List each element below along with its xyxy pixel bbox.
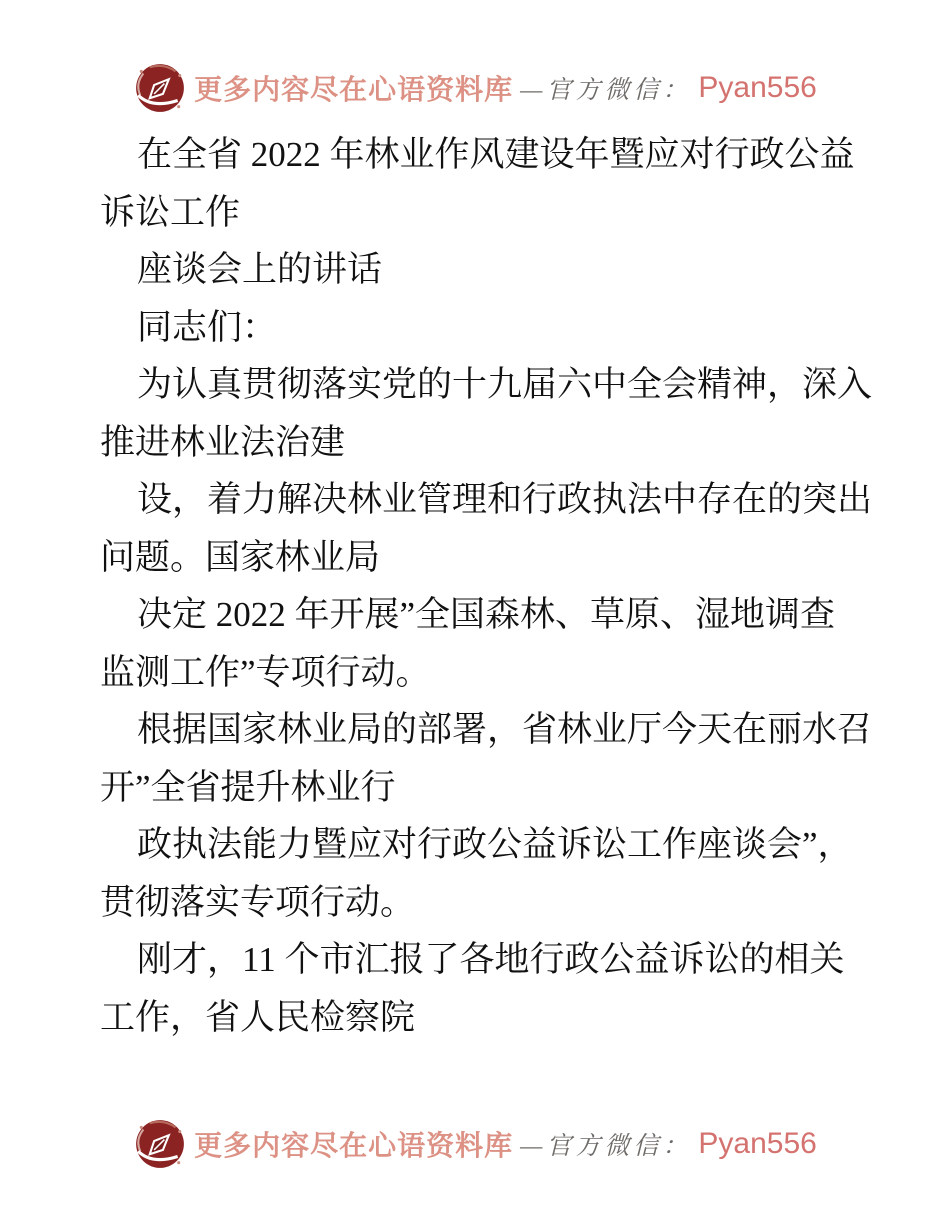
paragraph-line: 决定 2022 年开展”全国森林、草原、湿地调查 [137,595,836,634]
paragraph-line: 诉讼工作 [100,192,241,232]
paragraph-line: 根据国家林业局的部署，省林业厅今天在丽水召 [137,710,873,749]
watermark-footer [0,1116,950,1172]
paragraph-line: 设，着力解决林业管理和行政执法中存在的突出 [137,480,873,519]
paragraph-line: 在全省 2022 年林业作风建设年暨应对行政公益 [137,135,855,174]
pen-circle-logo-icon [133,1117,187,1171]
watermark-brand-text: 更多内容尽在心语资料库 [194,1131,514,1162]
paragraph-line: 开”全省提升林业行 [100,767,396,807]
watermark-brand-text: 更多内容尽在心语资料库 [194,75,514,106]
paragraph-line: 座谈会上的讲话 [137,250,383,289]
paragraph-line: 监测工作”专项行动。 [100,652,431,692]
document-body [0,116,950,1046]
watermark-wechat-id: Pyan556 [698,1127,817,1160]
paragraph-line: 为认真贯彻落实党的十九届六中全会精神，深入 [137,365,873,404]
paragraph-line: 问题。国家林业局 [100,537,381,577]
watermark-header [0,0,950,116]
paragraph-line: 同志们： [137,307,278,347]
paragraph-line: 政执法能力暨应对行政公益诉讼工作座谈会”， [137,825,853,864]
watermark-wechat-label: —官方微信： [520,77,692,104]
pen-circle-logo-icon [133,61,187,115]
paragraph-line: 刚才，11 个市汇报了各地行政公益诉讼的相关 [137,940,845,979]
watermark-wechat-id: Pyan556 [698,71,817,104]
watermark-wechat-label: —官方微信： [520,1133,692,1160]
paragraph-line: 推进林业法治建 [100,422,346,462]
paragraph-line: 工作，省人民检察院 [100,997,416,1037]
paragraph-line: 贯彻落实专项行动。 [100,882,416,922]
